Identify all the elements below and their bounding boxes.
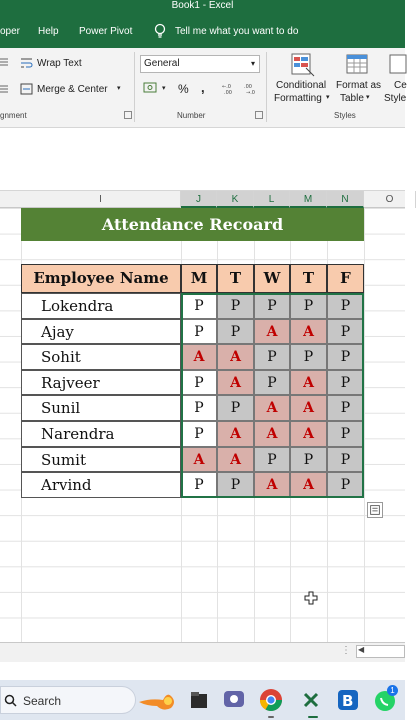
attendance-absent-cell[interactable]: A bbox=[290, 319, 327, 345]
attendance-title-cell[interactable]: Attendance Recoard bbox=[21, 208, 364, 241]
menu-developer[interactable]: oper bbox=[0, 26, 21, 37]
merge-center-icon[interactable] bbox=[20, 83, 33, 95]
number-group-label: Number bbox=[177, 111, 206, 120]
employee-name-cell[interactable]: Rajveer bbox=[21, 370, 181, 396]
conditional-formatting-label-2[interactable]: Formatting bbox=[274, 93, 322, 104]
window-title: Book1 - Excel bbox=[0, 0, 405, 12]
svg-text:.00: .00 bbox=[244, 84, 252, 90]
chrome-icon[interactable] bbox=[259, 688, 283, 712]
ribbon-divider bbox=[266, 52, 267, 122]
svg-text:B: B bbox=[342, 692, 354, 710]
number-dialog-launcher[interactable] bbox=[255, 111, 263, 119]
attendance-absent-cell[interactable]: A bbox=[217, 370, 254, 396]
alignment-group-label: gnment bbox=[0, 111, 27, 120]
attendance-absent-cell[interactable]: A bbox=[290, 421, 327, 447]
gridline bbox=[364, 208, 365, 642]
day-header-mon[interactable]: M bbox=[181, 264, 217, 293]
employee-name-cell[interactable]: Sunil bbox=[21, 395, 181, 421]
attendance-present-cell[interactable]: P bbox=[327, 319, 364, 345]
conditional-formatting-icon[interactable] bbox=[290, 52, 316, 78]
number-format-select[interactable] bbox=[140, 55, 260, 73]
attendance-present-cell[interactable]: P bbox=[327, 447, 364, 473]
attendance-present-cell[interactable]: P bbox=[327, 421, 364, 447]
quick-analysis-icon[interactable] bbox=[367, 502, 383, 518]
excel-app-icon[interactable] bbox=[299, 688, 323, 712]
attendance-absent-cell[interactable]: A bbox=[217, 421, 254, 447]
column-header-o[interactable]: O bbox=[364, 191, 416, 208]
percent-style-button[interactable]: % bbox=[178, 82, 189, 96]
column-header-m[interactable]: M bbox=[290, 191, 327, 208]
format-as-table-label-1[interactable]: Format as bbox=[336, 80, 382, 91]
attendance-present-cell[interactable]: P bbox=[254, 293, 290, 319]
employee-name-cell[interactable]: Lokendra bbox=[21, 293, 181, 319]
number-format-value: General bbox=[144, 58, 180, 69]
search-icon bbox=[4, 694, 17, 707]
chevron-down-icon[interactable]: ▾ bbox=[326, 94, 330, 101]
employee-name-cell[interactable]: Sohit bbox=[21, 344, 181, 370]
merge-center-button[interactable]: Merge & Center bbox=[37, 84, 108, 95]
attendance-absent-cell[interactable]: A bbox=[254, 395, 290, 421]
chevron-down-icon[interactable]: ▾ bbox=[366, 94, 370, 101]
styles-group-label: Styles bbox=[334, 111, 356, 120]
notification-badge: 1 bbox=[387, 685, 398, 696]
attendance-absent-cell[interactable]: A bbox=[254, 421, 290, 447]
employee-name-cell[interactable]: Ajay bbox=[21, 319, 181, 345]
chevron-down-icon[interactable]: ▾ bbox=[162, 85, 166, 92]
chevron-down-icon: ▾ bbox=[250, 59, 255, 68]
svg-text:←.0: ←.0 bbox=[222, 84, 231, 90]
attendance-present-cell[interactable]: P bbox=[181, 472, 217, 498]
employee-name-cell[interactable]: Narendra bbox=[21, 421, 181, 447]
indent-icon[interactable] bbox=[0, 84, 10, 94]
attendance-present-cell[interactable]: P bbox=[290, 344, 327, 370]
accounting-format-icon[interactable] bbox=[143, 81, 159, 95]
attendance-present-cell[interactable]: P bbox=[327, 293, 364, 319]
file-explorer-icon[interactable] bbox=[187, 688, 211, 712]
attendance-absent-cell[interactable]: A bbox=[290, 395, 327, 421]
conditional-formatting-label-1[interactable]: Conditional bbox=[276, 80, 327, 91]
column-headers bbox=[0, 190, 405, 208]
attendance-present-cell[interactable]: P bbox=[181, 395, 217, 421]
cell-styles-label-1[interactable]: Ce bbox=[394, 80, 407, 91]
attendance-present-cell[interactable]: P bbox=[327, 395, 364, 421]
tell-me-search[interactable]: Tell me what you want to do bbox=[175, 26, 299, 37]
attendance-present-cell[interactable]: P bbox=[327, 472, 364, 498]
teams-chat-icon[interactable] bbox=[222, 688, 246, 712]
svg-text:.00: .00 bbox=[224, 90, 232, 96]
employee-name-cell[interactable]: Arvind bbox=[21, 472, 181, 498]
attendance-absent-cell[interactable]: A bbox=[181, 344, 217, 370]
format-as-table-label-2[interactable]: Table bbox=[340, 93, 364, 104]
attendance-present-cell[interactable]: P bbox=[217, 395, 254, 421]
attendance-present-cell[interactable]: P bbox=[217, 293, 254, 319]
attendance-present-cell[interactable]: P bbox=[181, 421, 217, 447]
attendance-present-cell[interactable]: P bbox=[254, 344, 290, 370]
attendance-present-cell[interactable]: P bbox=[217, 319, 254, 345]
day-header-fri[interactable]: F bbox=[327, 264, 364, 293]
lightbulb-icon bbox=[153, 23, 167, 39]
chevron-down-icon[interactable]: ▾ bbox=[117, 85, 121, 92]
alignment-dialog-launcher[interactable] bbox=[124, 111, 132, 119]
menu-power-pivot[interactable]: Power Pivot bbox=[79, 26, 133, 37]
running-indicator bbox=[268, 716, 274, 718]
attendance-present-cell[interactable]: P bbox=[254, 370, 290, 396]
windows-taskbar bbox=[0, 680, 405, 720]
employee-name-header[interactable]: Employee Name bbox=[21, 264, 181, 293]
employee-name-cell[interactable]: Sumit bbox=[21, 447, 181, 473]
column-header-l[interactable]: L bbox=[254, 191, 290, 208]
scroll-left-icon[interactable]: ◀ bbox=[358, 645, 365, 654]
comma-style-button[interactable]: , bbox=[201, 80, 205, 95]
attendance-present-cell[interactable]: P bbox=[217, 472, 254, 498]
attendance-absent-cell[interactable]: A bbox=[181, 447, 217, 473]
attendance-present-cell[interactable]: P bbox=[181, 319, 217, 345]
attendance-present-cell[interactable]: P bbox=[254, 447, 290, 473]
fire-widget-icon[interactable] bbox=[137, 688, 177, 712]
menu-help[interactable]: Help bbox=[38, 26, 59, 37]
formula-area bbox=[0, 129, 405, 183]
attendance-absent-cell[interactable]: A bbox=[254, 472, 290, 498]
attendance-absent-cell[interactable]: A bbox=[290, 472, 327, 498]
attendance-present-cell[interactable]: P bbox=[290, 293, 327, 319]
column-header-n[interactable]: N bbox=[327, 191, 364, 208]
ribbon bbox=[0, 48, 405, 128]
svg-text:→.0: →.0 bbox=[246, 90, 255, 96]
increase-decimal-icon[interactable] bbox=[222, 82, 236, 94]
attendance-present-cell[interactable]: P bbox=[327, 344, 364, 370]
running-indicator bbox=[308, 716, 318, 718]
wrap-text-button[interactable]: Wrap Text bbox=[37, 58, 82, 69]
attendance-present-cell[interactable]: P bbox=[327, 370, 364, 396]
taskbar-search-label: Search bbox=[23, 694, 62, 708]
column-header-k[interactable]: K bbox=[217, 191, 254, 208]
attendance-present-cell[interactable]: P bbox=[181, 370, 217, 396]
taskbar-search-box[interactable] bbox=[0, 686, 136, 714]
day-header-wed[interactable]: W bbox=[254, 264, 290, 293]
column-header-i[interactable]: I bbox=[21, 191, 181, 208]
attendance-absent-cell[interactable]: A bbox=[254, 319, 290, 345]
align-icon[interactable] bbox=[0, 57, 10, 67]
format-as-table-icon[interactable] bbox=[345, 52, 371, 78]
decrease-decimal-icon[interactable] bbox=[244, 82, 258, 94]
cell-styles-label-2[interactable]: Style bbox=[384, 93, 407, 104]
attendance-present-cell[interactable]: P bbox=[181, 293, 217, 319]
day-header-tue[interactable]: T bbox=[217, 264, 254, 293]
cell-styles-icon[interactable] bbox=[388, 52, 406, 78]
column-header-j[interactable]: J bbox=[181, 191, 217, 208]
ribbon-divider bbox=[134, 52, 135, 122]
attendance-present-cell[interactable]: P bbox=[290, 447, 327, 473]
day-header-thu[interactable]: T bbox=[290, 264, 327, 293]
bootstrap-app-icon[interactable] bbox=[336, 688, 360, 712]
wrap-text-icon[interactable] bbox=[20, 57, 33, 69]
attendance-absent-cell[interactable]: A bbox=[217, 447, 254, 473]
attendance-absent-cell[interactable]: A bbox=[290, 370, 327, 396]
crosshair-cursor-icon bbox=[305, 592, 317, 604]
split-handle-icon[interactable]: ⋮ bbox=[341, 645, 351, 656]
menu-bar bbox=[0, 12, 405, 48]
attendance-absent-cell[interactable]: A bbox=[217, 344, 254, 370]
